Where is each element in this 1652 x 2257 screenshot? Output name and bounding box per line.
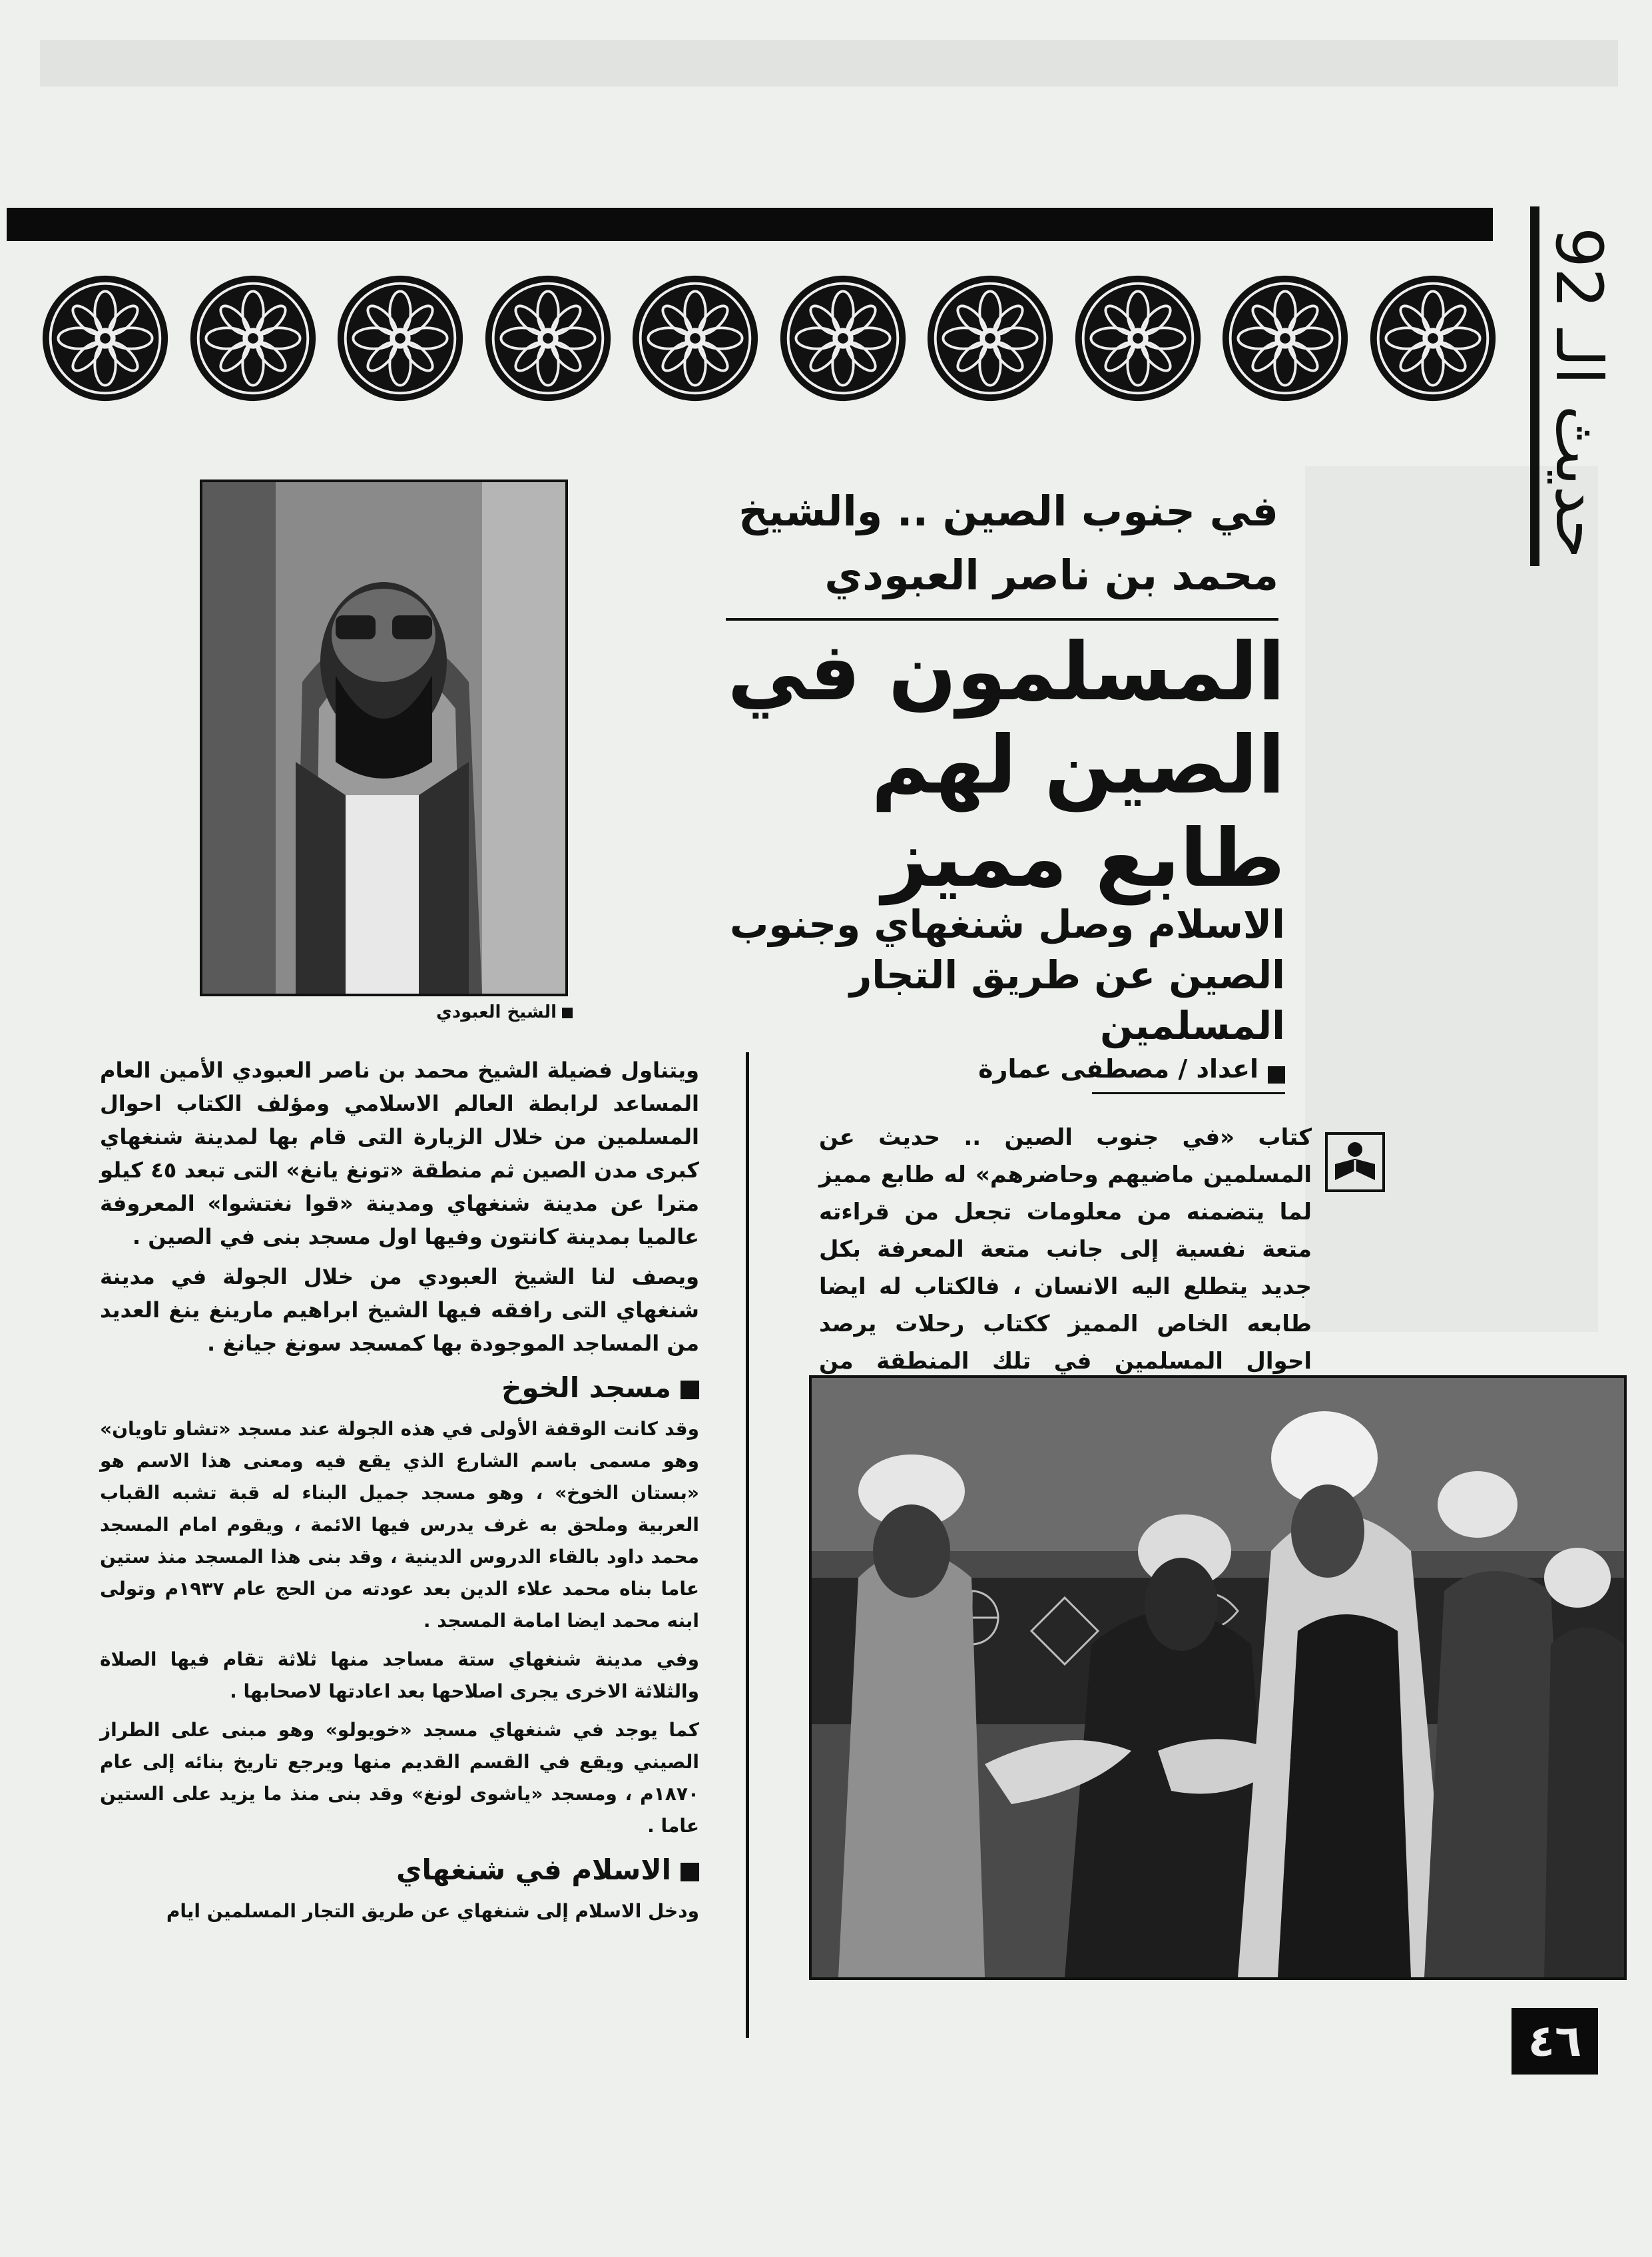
article-body bbox=[100, 1054, 699, 1934]
caption-bullet-icon bbox=[562, 1008, 573, 1018]
body-paragraph: وفي مدينة شنغهاي ستة مساجد منها ثلاثة تقام فيها الصلاة والثلاثة الاخرى يجرى اصلاحها بعد اعادتها لاصحابها . bbox=[100, 1648, 699, 1702]
rosette-ornament bbox=[1073, 273, 1203, 404]
column-divider bbox=[746, 1052, 749, 2038]
page-number: ٤٦ bbox=[1512, 2008, 1598, 2075]
kicker-rule bbox=[726, 618, 1278, 621]
section-label-box bbox=[1530, 206, 1616, 579]
subhead-bullet-icon bbox=[681, 1863, 699, 1881]
subhead-text: مسجد الخوخ bbox=[501, 1371, 671, 1404]
rosette-ornament bbox=[335, 273, 465, 404]
rosette-ornament bbox=[778, 273, 908, 404]
body-paragraph: ويتناول فضيلة الشيخ محمد بن ناصر العبودي الأمين العام المساعد لرابطة العالم الاسلامي ومؤلف الكتاب احوال المسلمين من خلال الزيارة التى قام بها لمدينة شنغهاي كبرى مدن الصين ثم منطقة «تونغ يانغ» التى تبعد ٤٥ كيلو مترا عن مدينة شنغهاي ومدينة «قوا نغتشوا» المعروفة عالميا بمدينة كانتون وفيها اول مسجد بنى في الصين . bbox=[100, 1058, 700, 1249]
portrait-caption bbox=[306, 999, 573, 1026]
byline-bullet-icon bbox=[1268, 1066, 1285, 1084]
book-blurb bbox=[819, 1119, 1312, 1417]
body-paragraph: ودخل الاسلام إلى شنغهاي عن طريق التجار المسلمين ايام bbox=[166, 1900, 699, 1922]
section-label: حديث الـ 92 bbox=[1541, 227, 1616, 559]
book-blurb-text: كتاب «في جنوب الصين .. حديث عن المسلمين ماضيهم وحاضرهم» له طابع مميز لما يتضمنه من معلومات تجعل من قراءته متعة نفسية إلى جانب متعة المعرفة بكل جديد يتطلع اليه الانسان ، فالكتاب له ايضا طابعه الخاص المميز ككتاب رحلات يرصد احوال المسلمين في تلك المنطقة من bbox=[819, 1124, 1312, 1375]
scholars-photo-illustration bbox=[812, 1378, 1624, 1977]
rosette-ornament bbox=[1220, 273, 1350, 404]
portrait-caption-text: الشيخ العبودي bbox=[436, 1002, 557, 1022]
main-title: المسلمون في الصين لهم طابع مميز bbox=[727, 626, 1285, 905]
ornament-row bbox=[40, 272, 1498, 405]
subhead-text: الاسلام في شنغهاي bbox=[396, 1853, 671, 1886]
reader-book-icon bbox=[1325, 1132, 1385, 1192]
page-bleed-right bbox=[1305, 466, 1598, 1332]
portrait-illustration bbox=[202, 482, 565, 994]
rosette-ornament bbox=[188, 273, 318, 404]
byline-rule bbox=[1092, 1092, 1285, 1094]
subhead-bullet-icon bbox=[681, 1381, 699, 1399]
rosette-ornament bbox=[483, 273, 613, 404]
rosette-ornament bbox=[925, 273, 1055, 404]
rosette-ornament bbox=[630, 273, 760, 404]
body-paragraph: ويصف لنا الشيخ العبودي من خلال الجولة في مدينة شنغهاي التى رافقه فيها الشيخ ابراهيم مارينغ ينغ العديد من المساجد الموجودة بها كمسجد سونغ جيانغ . bbox=[100, 1264, 699, 1356]
scholars-photo bbox=[809, 1375, 1627, 1980]
rosette-ornament bbox=[1368, 273, 1498, 404]
subtitle: الاسلام وصل شنغهاي وجنوب الصين عن طريق التجار المسلمين bbox=[730, 902, 1285, 1048]
page-bleed-top bbox=[40, 40, 1618, 87]
portrait-photo bbox=[200, 480, 568, 996]
kicker-headline: في جنوب الصين .. والشيخ محمد بن ناصر العبودي bbox=[738, 487, 1278, 599]
byline: اعداد / مصطفى عمارة bbox=[978, 1054, 1258, 1084]
top-rule-bar bbox=[7, 208, 1493, 241]
byline-row bbox=[766, 1049, 1285, 1089]
subhead-islam-shanghai bbox=[100, 1849, 699, 1891]
body-paragraph: كما يوجد في شنغهاي مسجد «خويولو» وهو مبنى على الطراز الصيني ويقع في القسم القديم منها ويرجع تاريخ بنائه إلى عام ١٨٧٠م ، ومسجد «ياشوى لونغ» وقد بنى منذ ما يزيد على الستين عاما . bbox=[100, 1719, 699, 1837]
subhead-peach-mosque bbox=[100, 1367, 699, 1409]
rosette-ornament bbox=[40, 273, 170, 404]
body-paragraph: وقد كانت الوقفة الأولى في هذه الجولة عند مسجد «تشاو تاويان» وهو مسمى باسم الشارع الذي يقع فيه ومعنى هذا الاسم هو «بستان الخوخ» ، وهو مسجد جميل البناء له قبة تشبه القباب العربية وملحق به غرف يدرس فيها الائمة ، ويقوم امام المسجد محمد داود بالقاء الدروس الدينية ، وقد بنى هذا المسجد منذ ستين عاما بناه محمد علاء الدين بعد عودته من الحج عام ١٩٣٧م وتولى ابنه محمد ايضا امامة المسجد . bbox=[100, 1418, 699, 1632]
